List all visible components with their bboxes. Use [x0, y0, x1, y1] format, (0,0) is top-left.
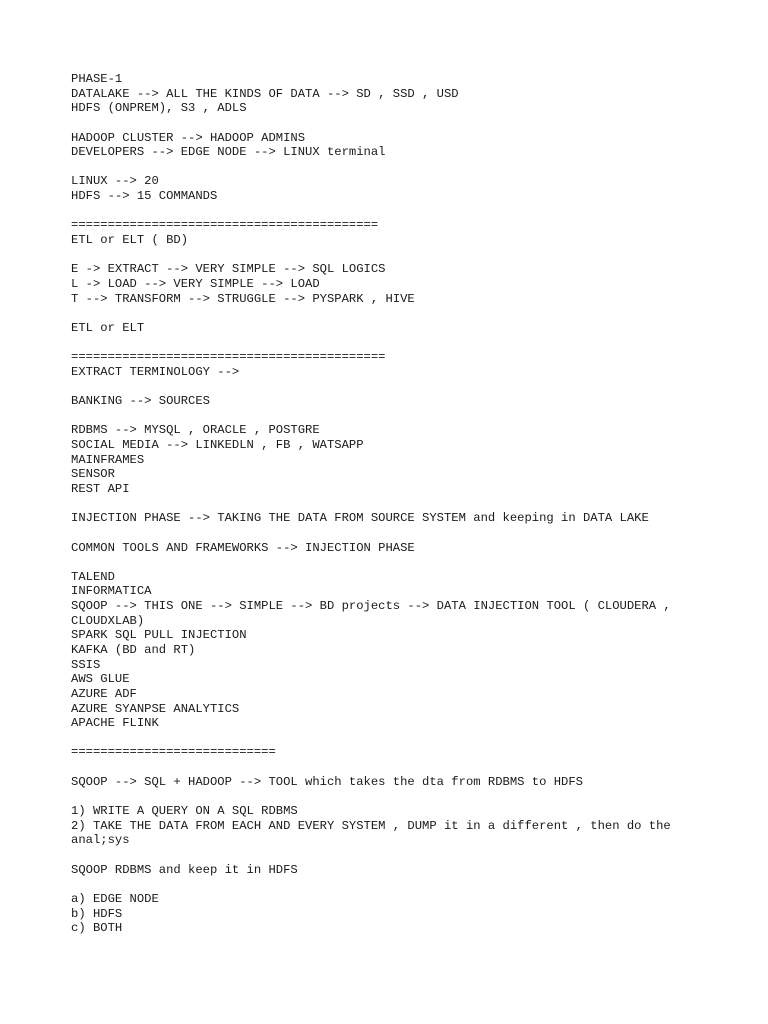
text-line: L -> LOAD --> VERY SIMPLE --> LOAD — [71, 276, 320, 291]
text-line: E -> EXTRACT --> VERY SIMPLE --> SQL LOGICS — [71, 262, 386, 277]
text-line: DATALAKE --> ALL THE KINDS OF DATA --> SD , SSD , USD — [71, 86, 459, 101]
blank-line — [71, 336, 711, 351]
text-line: APACHE FLINK — [71, 716, 159, 731]
blank-line — [71, 204, 711, 219]
blank-line — [71, 379, 711, 394]
blank-line — [71, 160, 711, 175]
separator-line: =========================================== — [71, 350, 386, 365]
blank-line — [71, 789, 711, 804]
text-line: AWS GLUE — [71, 672, 130, 687]
blank-line — [71, 877, 711, 892]
text-line: SPARK SQL PULL INJECTION — [71, 628, 247, 643]
blank-line — [71, 760, 711, 775]
text-line: SSIS — [71, 657, 101, 672]
text-line: LINUX --> 20 — [71, 174, 159, 189]
blank-line — [71, 526, 711, 541]
text-line: SOCIAL MEDIA --> LINKEDLN , FB , WATSAPP — [71, 438, 364, 453]
text-line: SQOOP --> THIS ONE --> SIMPLE --> BD projects --> DATA INJECTION TOOL ( CLOUDERA , — [71, 599, 671, 614]
text-line: anal;sys — [71, 833, 130, 848]
blank-line — [71, 731, 711, 746]
text-line: AZURE SYANPSE ANALYTICS — [71, 701, 240, 716]
text-line: RDBMS --> MYSQL , ORACLE , POSTGRE — [71, 423, 320, 438]
text-line: TALEND — [71, 569, 115, 584]
text-line: HADOOP CLUSTER --> HADOOP ADMINS — [71, 130, 306, 145]
document-page — [71, 72, 711, 936]
text-line: SENSOR — [71, 467, 115, 482]
text-line: MAINFRAMES — [71, 452, 145, 467]
text-line: a) EDGE NODE — [71, 891, 159, 906]
blank-line — [71, 248, 711, 263]
blank-line — [71, 497, 711, 512]
text-line: PHASE-1 — [71, 72, 123, 86]
text-line: BANKING --> SOURCES — [71, 394, 210, 409]
text-line: HDFS --> 15 COMMANDS — [71, 189, 218, 204]
separator-line: ========================================== — [71, 218, 379, 233]
text-line: T --> TRANSFORM --> STRUGGLE --> PYSPARK , HIVE — [71, 291, 415, 306]
text-line: SQOOP --> SQL + HADOOP --> TOOL which takes the dta from RDBMS to HDFS — [71, 774, 583, 789]
text-line: b) HDFS — [71, 906, 123, 921]
text-line: ETL or ELT — [71, 320, 145, 335]
text-line: INFORMATICA — [71, 584, 152, 599]
blank-line — [71, 848, 711, 863]
blank-line — [71, 116, 711, 131]
text-line: REST API — [71, 481, 130, 496]
text-line: DEVELOPERS --> EDGE NODE --> LINUX terminal — [71, 145, 386, 160]
text-line: HDFS (ONPREM), S3 , ADLS — [71, 101, 247, 116]
text-line: ETL or ELT ( BD) — [71, 233, 189, 248]
text-line: INJECTION PHASE --> TAKING THE DATA FROM SOURCE SYSTEM and keeping in DATA LAKE — [71, 511, 649, 526]
blank-line — [71, 555, 711, 570]
blank-line — [71, 409, 711, 424]
text-line: c) BOTH — [71, 921, 123, 936]
text-line: CLOUDXLAB) — [71, 613, 145, 628]
text-line: 1) WRITE A QUERY ON A SQL RDBMS — [71, 804, 298, 819]
text-line: KAFKA (BD and RT) — [71, 642, 196, 657]
text-line: COMMON TOOLS AND FRAMEWORKS --> INJECTION PHASE — [71, 540, 415, 555]
blank-line — [71, 306, 711, 321]
text-line: 2) TAKE THE DATA FROM EACH AND EVERY SYSTEM , DUMP it in a different , then do the — [71, 818, 671, 833]
separator-line: ============================ — [71, 745, 276, 760]
text-line: AZURE ADF — [71, 686, 137, 701]
text-line: SQOOP RDBMS and keep it in HDFS — [71, 862, 298, 877]
text-line: EXTRACT TERMINOLOGY --> — [71, 364, 240, 379]
